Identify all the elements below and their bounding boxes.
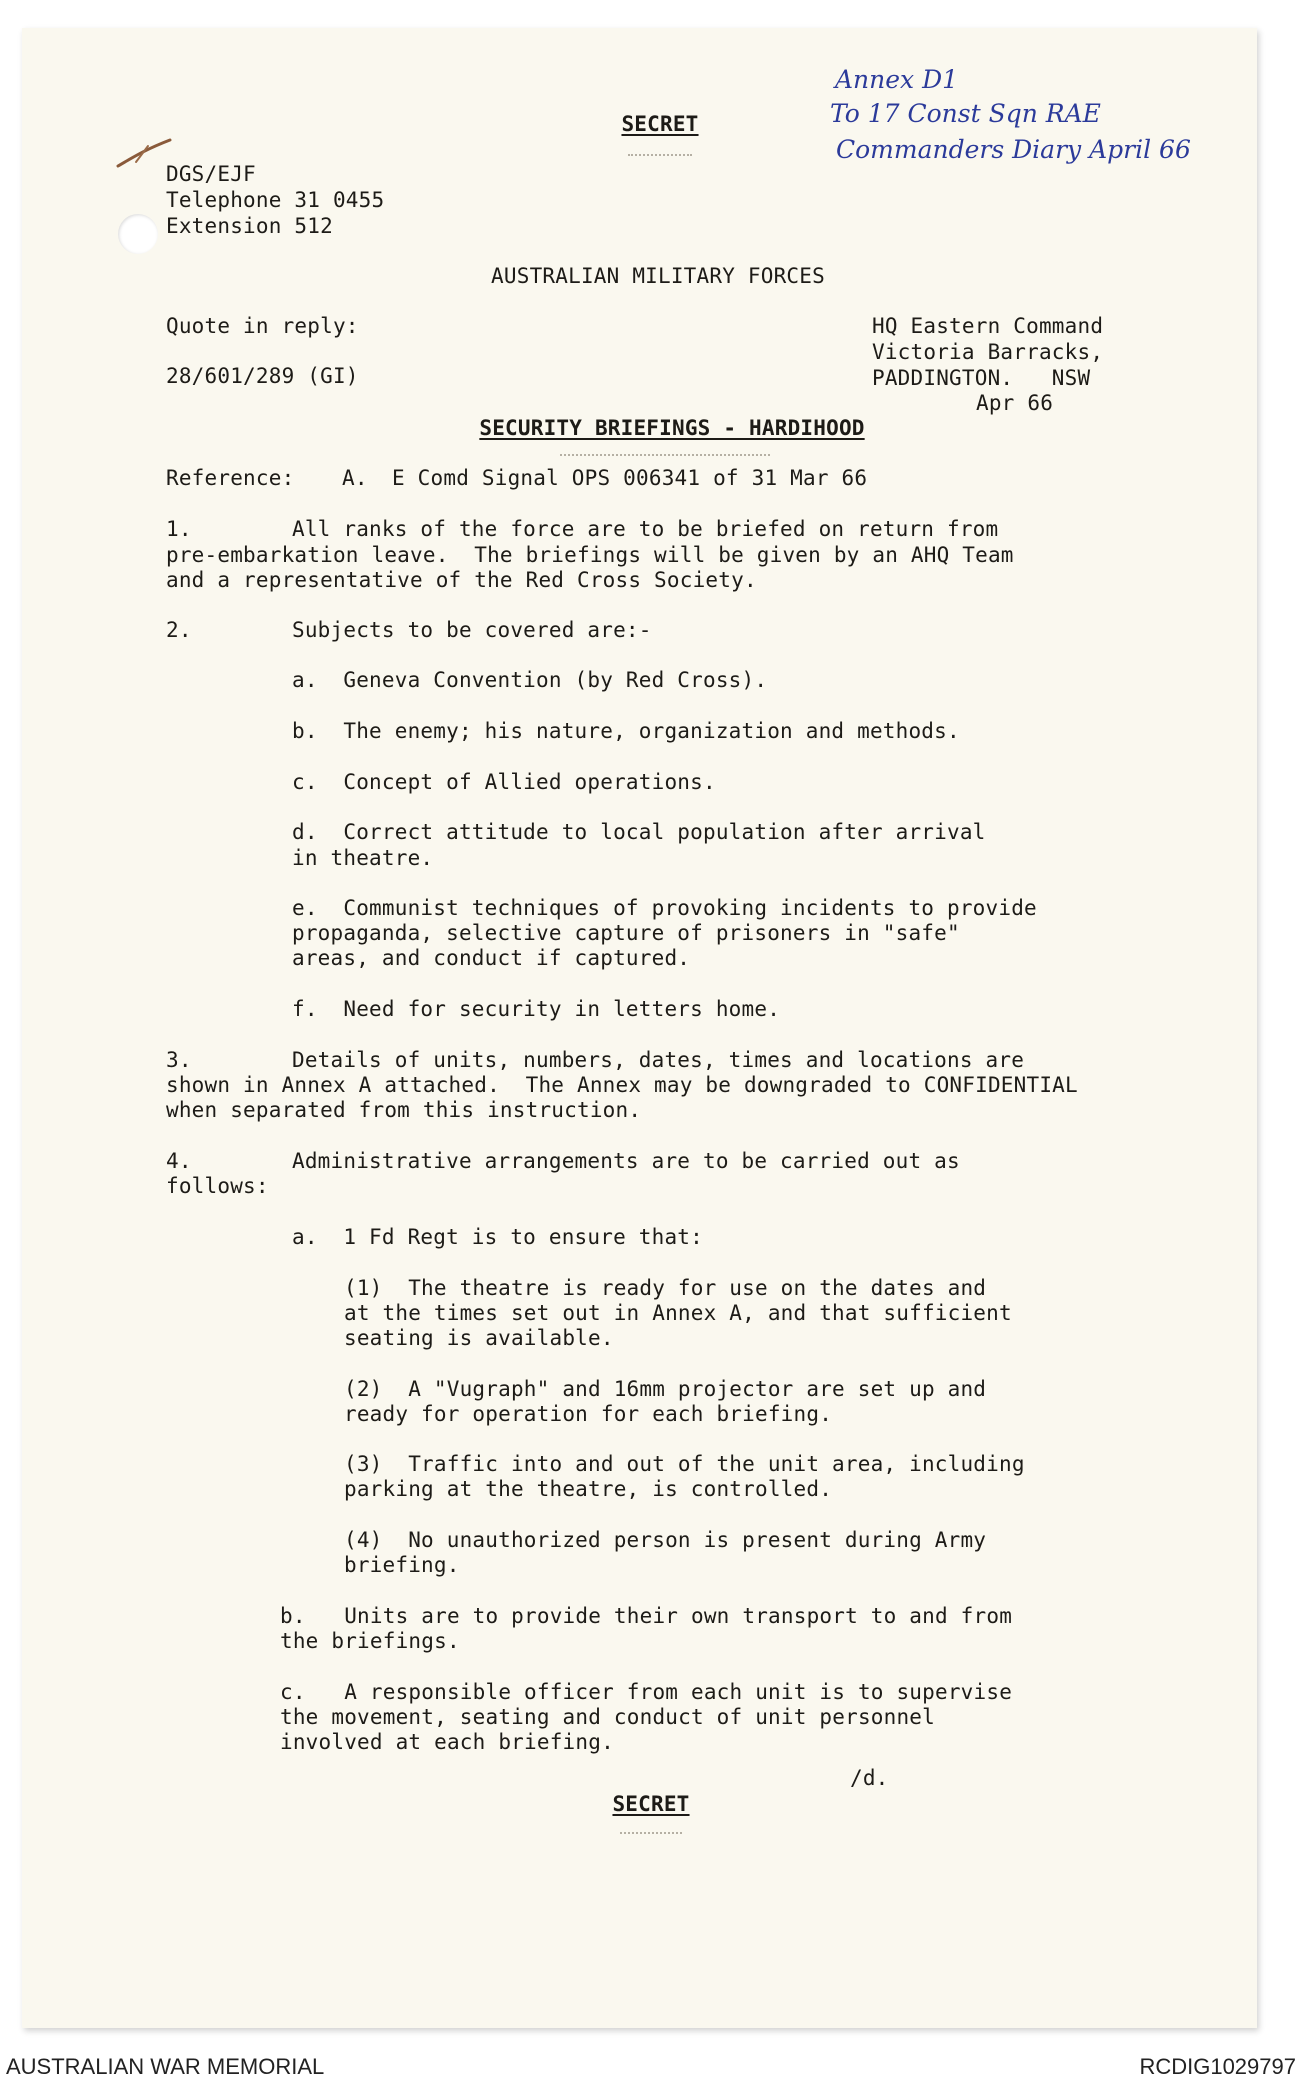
ref-initials: DGS/EJF	[166, 162, 256, 186]
para4-a-sub2-line2: ready for operation for each briefing.	[344, 1402, 833, 1426]
para4-a-sub3-line2: parking at the theatre, is controlled.	[344, 1477, 833, 1501]
para1-line2: pre-embarkation leave. The briefings will be given by an AHQ Team	[166, 543, 1014, 567]
para2-item-b: b. The enemy; his nature, organization and methods.	[292, 719, 960, 743]
reference-text: E Comd Signal OPS 006341 of 31 Mar 66	[392, 466, 868, 490]
para4-a-sub4-line1: (4) No unauthorized person is present during Army	[344, 1528, 987, 1552]
para3-line3: when separated from this instruction.	[166, 1098, 642, 1122]
handwritten-note-line2: To 17 Const Sqn RAE	[830, 99, 1101, 128]
para4-a-sub4-line2: briefing.	[344, 1553, 460, 1577]
para4-c-line2: the movement, seating and conduct of unit personnel	[280, 1705, 935, 1729]
para2-item-e-line2: propaganda, selective capture of prisoners in "safe"	[292, 921, 960, 945]
para4-a-sub3-line1: (3) Traffic into and out of the unit area, including	[344, 1452, 1025, 1476]
para2-item-d-line1: d. Correct attitude to local population after arrival	[292, 820, 986, 844]
reference-letter: A.	[342, 466, 368, 490]
footer-item-id: RCDIG1029797	[1139, 2054, 1296, 2079]
org-title: AUSTRALIAN MILITARY FORCES	[491, 264, 825, 288]
subject-dots	[560, 454, 770, 456]
para3-number: 3.	[166, 1048, 192, 1072]
para2-item-f: f. Need for security in letters home.	[292, 997, 781, 1021]
para1-line1: All ranks of the force are to be briefed on return from	[292, 517, 999, 541]
subject-title: SECURITY BRIEFINGS - HARDIHOOD	[479, 416, 865, 440]
para2-item-e-line3: areas, and conduct if captured.	[292, 946, 691, 970]
rust-stain-mark	[114, 136, 174, 172]
footer-archive-name: AUSTRALIAN WAR MEMORIAL	[6, 2054, 325, 2079]
para4-c-line3: involved at each briefing.	[280, 1730, 614, 1754]
para4-number: 4.	[166, 1149, 192, 1173]
para1-line3: and a representative of the Red Cross Society.	[166, 568, 757, 592]
telephone: Telephone 31 0455	[166, 188, 385, 212]
address-line1: HQ Eastern Command	[872, 314, 1104, 338]
classification-top: SECRET	[621, 112, 699, 136]
reference-label: Reference:	[166, 466, 295, 490]
para4-b-line1: b. Units are to provide their own transport to and from	[280, 1604, 1013, 1628]
quote-number: 28/601/289 (GI)	[166, 364, 359, 388]
classification-bottom-dots	[620, 1832, 682, 1834]
para1-number: 1.	[166, 517, 192, 541]
continuation-marker: /d.	[850, 1766, 889, 1790]
extension: Extension 512	[166, 214, 333, 238]
address-line2: Victoria Barracks,	[872, 340, 1104, 364]
para2-item-c: c. Concept of Allied operations.	[292, 770, 716, 794]
para4-intro: Administrative arrangements are to be carried out as	[292, 1149, 960, 1173]
para4-a-sub1-line1: (1) The theatre is ready for use on the dates and	[344, 1276, 987, 1300]
para4-a-sub1-line2: at the times set out in Annex A, and that sufficient	[344, 1301, 1012, 1325]
quote-label: Quote in reply:	[166, 314, 359, 338]
classification-top-dots	[628, 154, 692, 156]
handwritten-note-line3: Commanders Diary April 66	[836, 135, 1191, 164]
handwritten-note-line1: Annex D1	[835, 65, 959, 94]
para4-intro-cont: follows:	[166, 1174, 269, 1198]
para4-a-lead: a. 1 Fd Regt is to ensure that:	[292, 1225, 703, 1249]
para2-intro: Subjects to be covered are:-	[292, 618, 652, 642]
para2-item-e-line1: e. Communist techniques of provoking incidents to provide	[292, 896, 1037, 920]
address-line3: PADDINGTON. NSW	[872, 366, 1091, 390]
para2-item-d-line2: in theatre.	[292, 846, 434, 870]
para3-line2: shown in Annex A attached. The Annex may be downgraded to CONFIDENTIAL	[166, 1073, 1078, 1097]
address-date: Apr 66	[976, 391, 1054, 415]
para2-item-a: a. Geneva Convention (by Red Cross).	[292, 668, 768, 692]
classification-bottom: SECRET	[612, 1792, 690, 1816]
para4-c-line1: c. A responsible officer from each unit is to supervise	[280, 1680, 1013, 1704]
para2-number: 2.	[166, 618, 192, 642]
para3-line1: Details of units, numbers, dates, times and locations are	[292, 1048, 1025, 1072]
para4-b-line2: the briefings.	[280, 1629, 460, 1653]
para4-a-sub2-line1: (2) A "Vugraph" and 16mm projector are set up and	[344, 1377, 987, 1401]
punch-hole	[118, 214, 158, 254]
para4-a-sub1-line3: seating is available.	[344, 1326, 614, 1350]
